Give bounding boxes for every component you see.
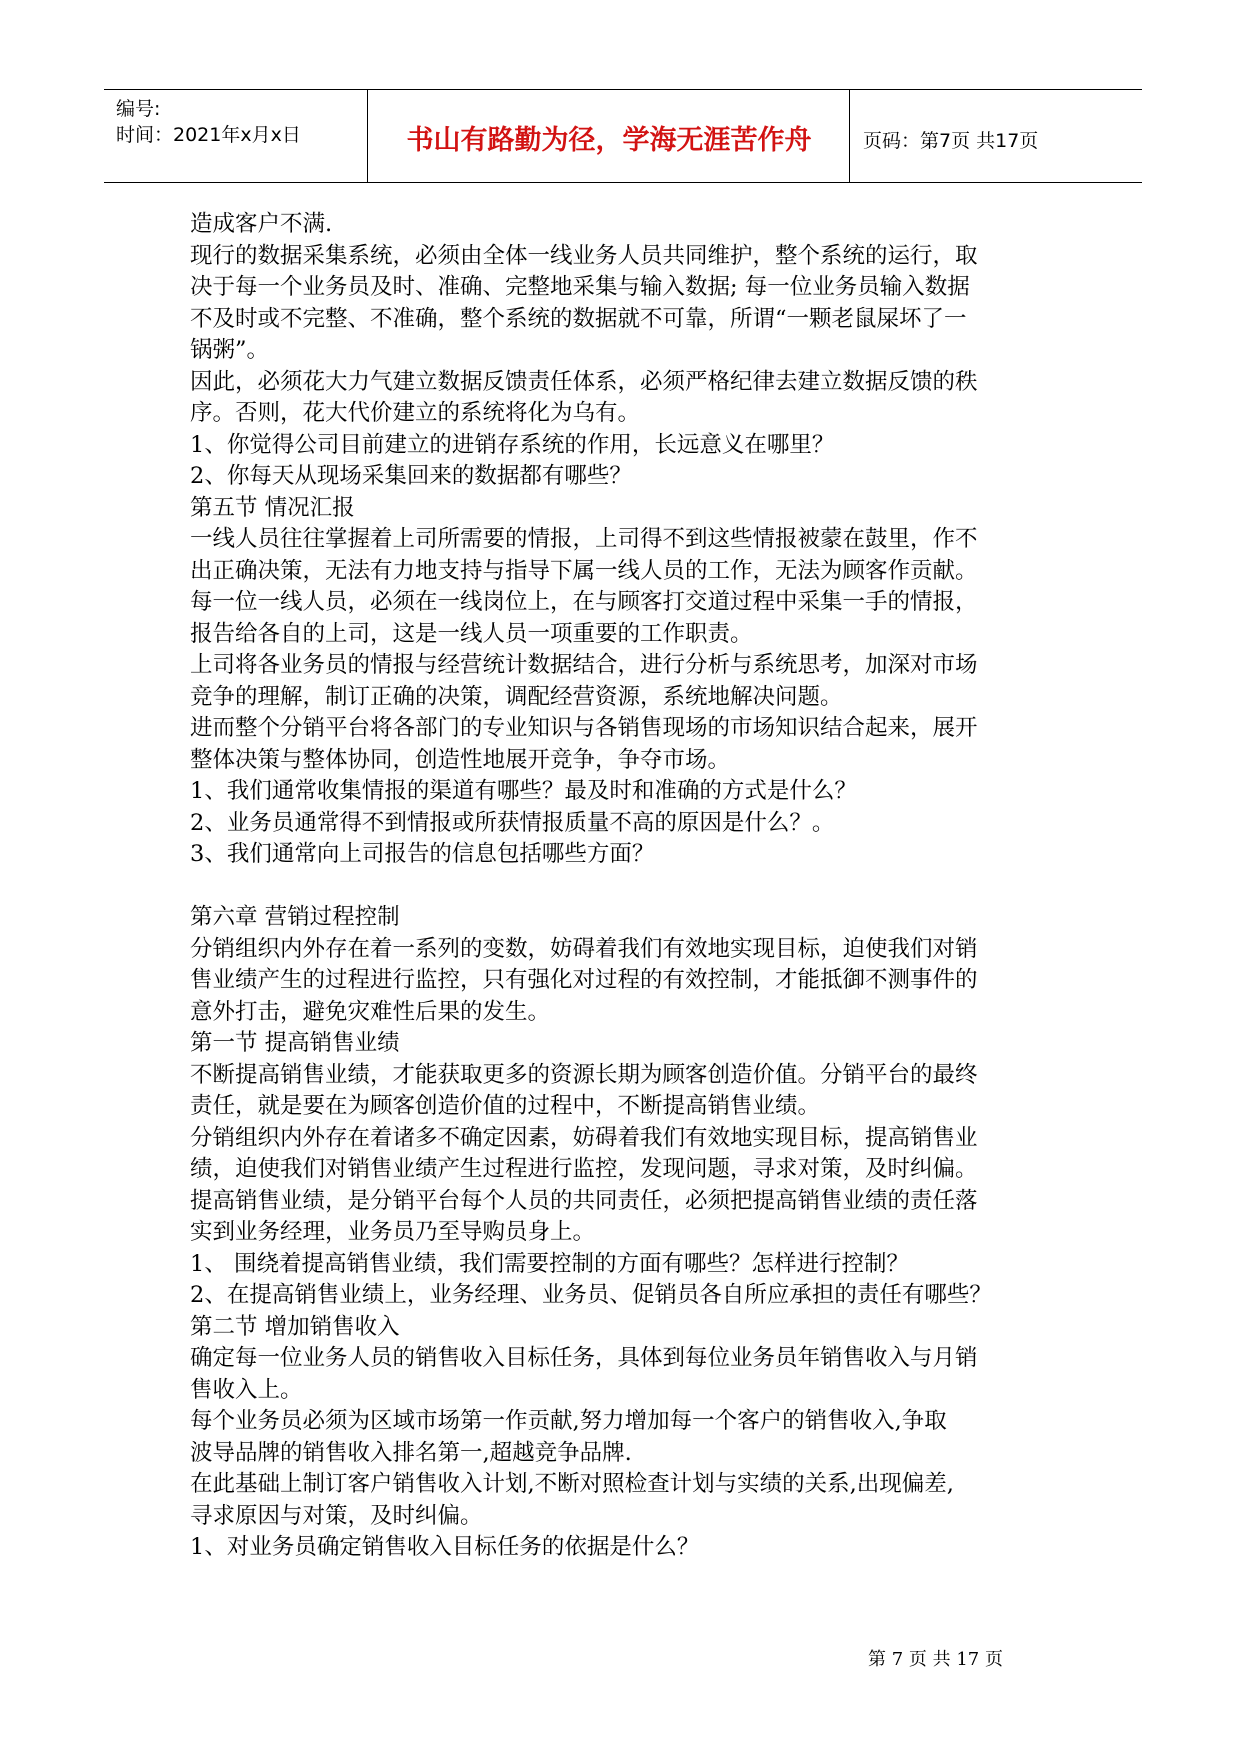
body-text-line: 绩，迫使我们对销售业绩产生过程进行监控，发现问题，寻求对策，及时纠偏。 <box>190 1156 978 1182</box>
body-text-line: 在此基础上制订客户销售收入计划,不断对照检查计划与实绩的关系,出现偏差, <box>190 1471 954 1497</box>
header-motto: 书山有路勤为径，学海无涯苦作舟 <box>406 125 812 156</box>
body-text-line: 上司将各业务员的情报与经营统计数据结合，进行分析与系统思考，加深对市场 <box>190 652 978 678</box>
body-text-line: 第一节 提高销售业绩 <box>190 1030 400 1056</box>
blank-line <box>190 871 1070 903</box>
body-text-line: 每一位一线人员，必须在一线岗位上，在与顾客打交道过程中采集一手的情报， <box>190 589 978 615</box>
body-text-line: 一线人员往往掌握着上司所需要的情报，上司得不到这些情报被蒙在鼓里，作不 <box>190 526 978 552</box>
body-text-line: 售收入上。 <box>190 1376 303 1403</box>
body-text-line: 第六章 营销过程控制 <box>190 904 400 930</box>
body-text-line: 寻求原因与对策，及时纠偏。 <box>190 1502 483 1529</box>
body-text-line: 不断提高销售业绩，才能获取更多的资源长期为顾客创造价值。分销平台的最终 <box>190 1061 978 1088</box>
body-text-line: 现行的数据采集系统，必须由全体一线业务人员共同维护，整个系统的运行，取 <box>190 242 978 269</box>
body-text-line: 分销组织内外存在着一系列的变数，妨碍着我们有效地实现目标，迫使我们对销 <box>190 935 978 962</box>
body-text-line: 1、我们通常收集情报的渠道有哪些？最及时和准确的方式是什么？ <box>190 778 857 804</box>
page-footer: 第 7 页 共 17 页 <box>868 1649 1003 1670</box>
body-text-line: 责任，就是要在为顾客创造价值的过程中，不断提高销售业绩。 <box>190 1093 821 1119</box>
body-text-line: 提高销售业绩，是分销平台每个人员的共同责任，必须把提高销售业绩的责任落 <box>190 1187 978 1214</box>
body-text-line: 售业绩产生的过程进行监控，只有强化对过程的有效控制，才能抵御不测事件的 <box>190 967 978 993</box>
header-page-info: 页码：第7页 共17页 <box>863 130 1039 152</box>
header-left-cell <box>104 90 368 182</box>
body-text-line: 不及时或不完整、不准确，整个系统的数据就不可靠，所谓“一颗老鼠屎坏了一 <box>190 305 967 332</box>
body-text-line: 1、 围绕着提高销售业绩，我们需要控制的方面有哪些？怎样进行控制？ <box>190 1250 909 1277</box>
document-time-label: 时间：2021年x月x日 <box>116 124 301 146</box>
body-text-line: 2、在提高销售业绩上，业务经理、业务员、促销员各自所应承担的责任有哪些？ <box>190 1282 992 1308</box>
body-text-line: 第二节 增加销售收入 <box>190 1313 400 1340</box>
body-text-line: 竞争的理解，制订正确的决策，调配经营资源，系统地解决问题。 <box>190 683 843 710</box>
body-text-line: 进而整个分销平台将各部门的专业知识与各销售现场的市场知识结合起来，展开 <box>190 715 978 741</box>
body-text-line: 整体决策与整体协同，创造性地展开竞争，争夺市场。 <box>190 746 731 773</box>
page-header <box>104 89 1142 183</box>
body-text-line: 2、业务员通常得不到情报或所获情报质量不高的原因是什么？。 <box>190 809 835 836</box>
body-text-line: 实到业务经理，业务员乃至导购员身上。 <box>190 1219 596 1245</box>
body-text-line: 第五节 情况汇报 <box>190 494 355 521</box>
document-body <box>190 209 1070 1564</box>
body-text-line: 2、你每天从现场采集回来的数据都有哪些？ <box>190 463 632 489</box>
body-text-line: 1、对业务员确定销售收入目标任务的依据是什么？ <box>190 1534 700 1560</box>
body-text-line: 序。否则，花大代价建立的系统将化为乌有。 <box>190 400 641 426</box>
body-text-line: 因此，必须花大力气建立数据反馈责任体系，必须严格纪律去建立数据反馈的秩 <box>190 368 978 395</box>
body-text-line: 意外打击，避免灾难性后果的发生。 <box>190 998 551 1025</box>
body-text-line: 报告给各自的上司，这是一线人员一项重要的工作职责。 <box>190 620 753 647</box>
body-text-line: 1、你觉得公司目前建立的进销存系统的作用，长远意义在哪里？ <box>190 431 835 458</box>
body-text-line: 3、我们通常向上司报告的信息包括哪些方面？ <box>190 841 655 867</box>
body-text-line: 锅粥”。 <box>190 337 270 363</box>
header-motto-cell <box>369 90 850 182</box>
header-right-cell <box>851 90 1141 182</box>
body-text-line: 造成客户不满. <box>190 211 333 237</box>
document-number-label: 编号: <box>116 98 161 120</box>
body-text-line: 波导品牌的销售收入排名第一,超越竞争品牌. <box>190 1439 632 1466</box>
body-text-line: 决于每一个业务员及时、准确、完整地采集与输入数据; 每一位业务员输入数据 <box>190 274 970 300</box>
body-text-line: 分销组织内外存在着诸多不确定因素，妨碍着我们有效地实现目标，提高销售业 <box>190 1124 978 1151</box>
body-text-line: 出正确决策，无法有力地支持与指导下属一线人员的工作，无法为顾客作贡献。 <box>190 557 978 584</box>
body-text-line: 每个业务员必须为区域市场第一作贡献,努力增加每一个客户的销售收入,争取 <box>190 1408 947 1434</box>
body-text-line: 确定每一位业务人员的销售收入目标任务，具体到每位业务员年销售收入与月销 <box>190 1345 978 1371</box>
